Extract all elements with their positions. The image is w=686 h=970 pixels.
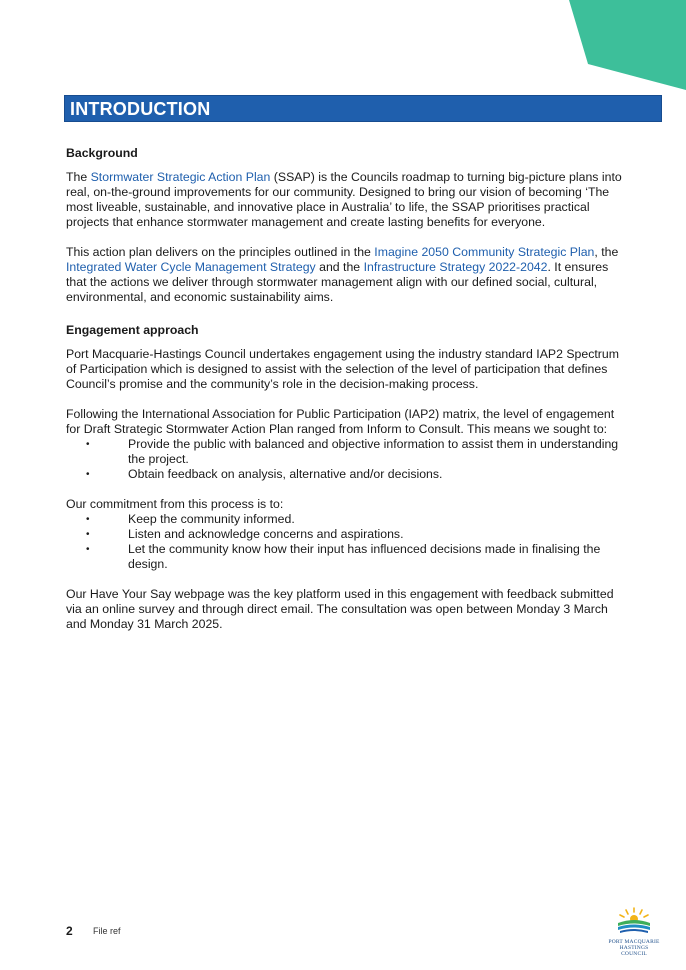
- sought-to-list: [66, 437, 622, 482]
- infrastructure-strategy-link[interactable]: Infrastructure Strategy 2022-2042: [363, 260, 548, 274]
- imagine-2050-link[interactable]: Imagine 2050 Community Strategic Plan: [374, 245, 595, 259]
- council-logo: [606, 906, 662, 957]
- list-item: • Listen and acknowledge concerns and aspirations.: [66, 527, 622, 542]
- logo-text-line-2: HASTINGS COUNCIL: [619, 945, 649, 957]
- section-title-banner: [64, 95, 662, 122]
- sun-waves-logo-icon: [614, 906, 654, 934]
- engagement-paragraph-1: Port Macquarie-Hastings Council undertakes engagement using the industry standard IAP2 Spectrum of Participation which is designed to assist with the selection of the level of participation that defines Council’s promise and the community’s role in the decision-making process.: [66, 347, 619, 391]
- file-reference: File ref: [93, 926, 121, 936]
- commitment-paragraph: Our commitment from this process is to:: [66, 497, 284, 511]
- list-item: • Provide the public with balanced and objective information to assist them in understanding the project.: [66, 437, 622, 467]
- list-item: • Let the community know how their input has influenced decisions made in finalising the design.: [66, 542, 622, 572]
- background-paragraph-2: This action plan delivers on the principles outlined in the Imagine 2050 Community Strategic Plan, the Integrated Water Cycle Management Strategy and the Infrastructure Strategy 2022-2042. It ensures that the actions we deliver through stormwater management align with our defined social, cultural, environmental, and economic sustainability aims.: [66, 245, 619, 304]
- background-heading: Background: [66, 146, 138, 160]
- list-item: • Keep the community informed.: [66, 512, 622, 527]
- ssap-link[interactable]: Stormwater Strategic Action Plan: [90, 170, 271, 184]
- iwcm-strategy-link[interactable]: Integrated Water Cycle Management Strategy: [66, 260, 316, 274]
- commitment-list: [66, 512, 622, 572]
- page-title: INTRODUCTION: [70, 99, 211, 119]
- corner-accent-shape: [566, 0, 686, 92]
- document-body: [66, 146, 622, 647]
- have-your-say-paragraph: Our Have Your Say webpage was the key platform used in this engagement with feedback submitted via an online survey and through direct email. The consultation was open between Monday 3 March and Monday 31 March 2025.: [66, 587, 614, 631]
- list-item: • Obtain feedback on analysis, alternative and/or decisions.: [66, 467, 622, 482]
- page-number: 2: [66, 924, 73, 938]
- engagement-heading: Engagement approach: [66, 323, 199, 337]
- engagement-paragraph-2: Following the International Association for Public Participation (IAP2) matrix, the level of engagement for Draft Strategic Stormwater Action Plan ranged from Inform to Consult. This means we sought to:: [66, 407, 615, 436]
- logo-text-line-1: PORT MACQUARIE: [608, 939, 660, 945]
- background-paragraph-1: The Stormwater Strategic Action Plan (SSAP) is the Councils roadmap to turning big-picture plans into real, on-the-ground improvements for our community. Designed to bring our vision of becoming ‘The most liveable, sustainable, and innovative place in Australia’ to life, the SSAP prioritises practical projects that enhance stormwater management and create lasting benefits for everyone.: [66, 170, 622, 229]
